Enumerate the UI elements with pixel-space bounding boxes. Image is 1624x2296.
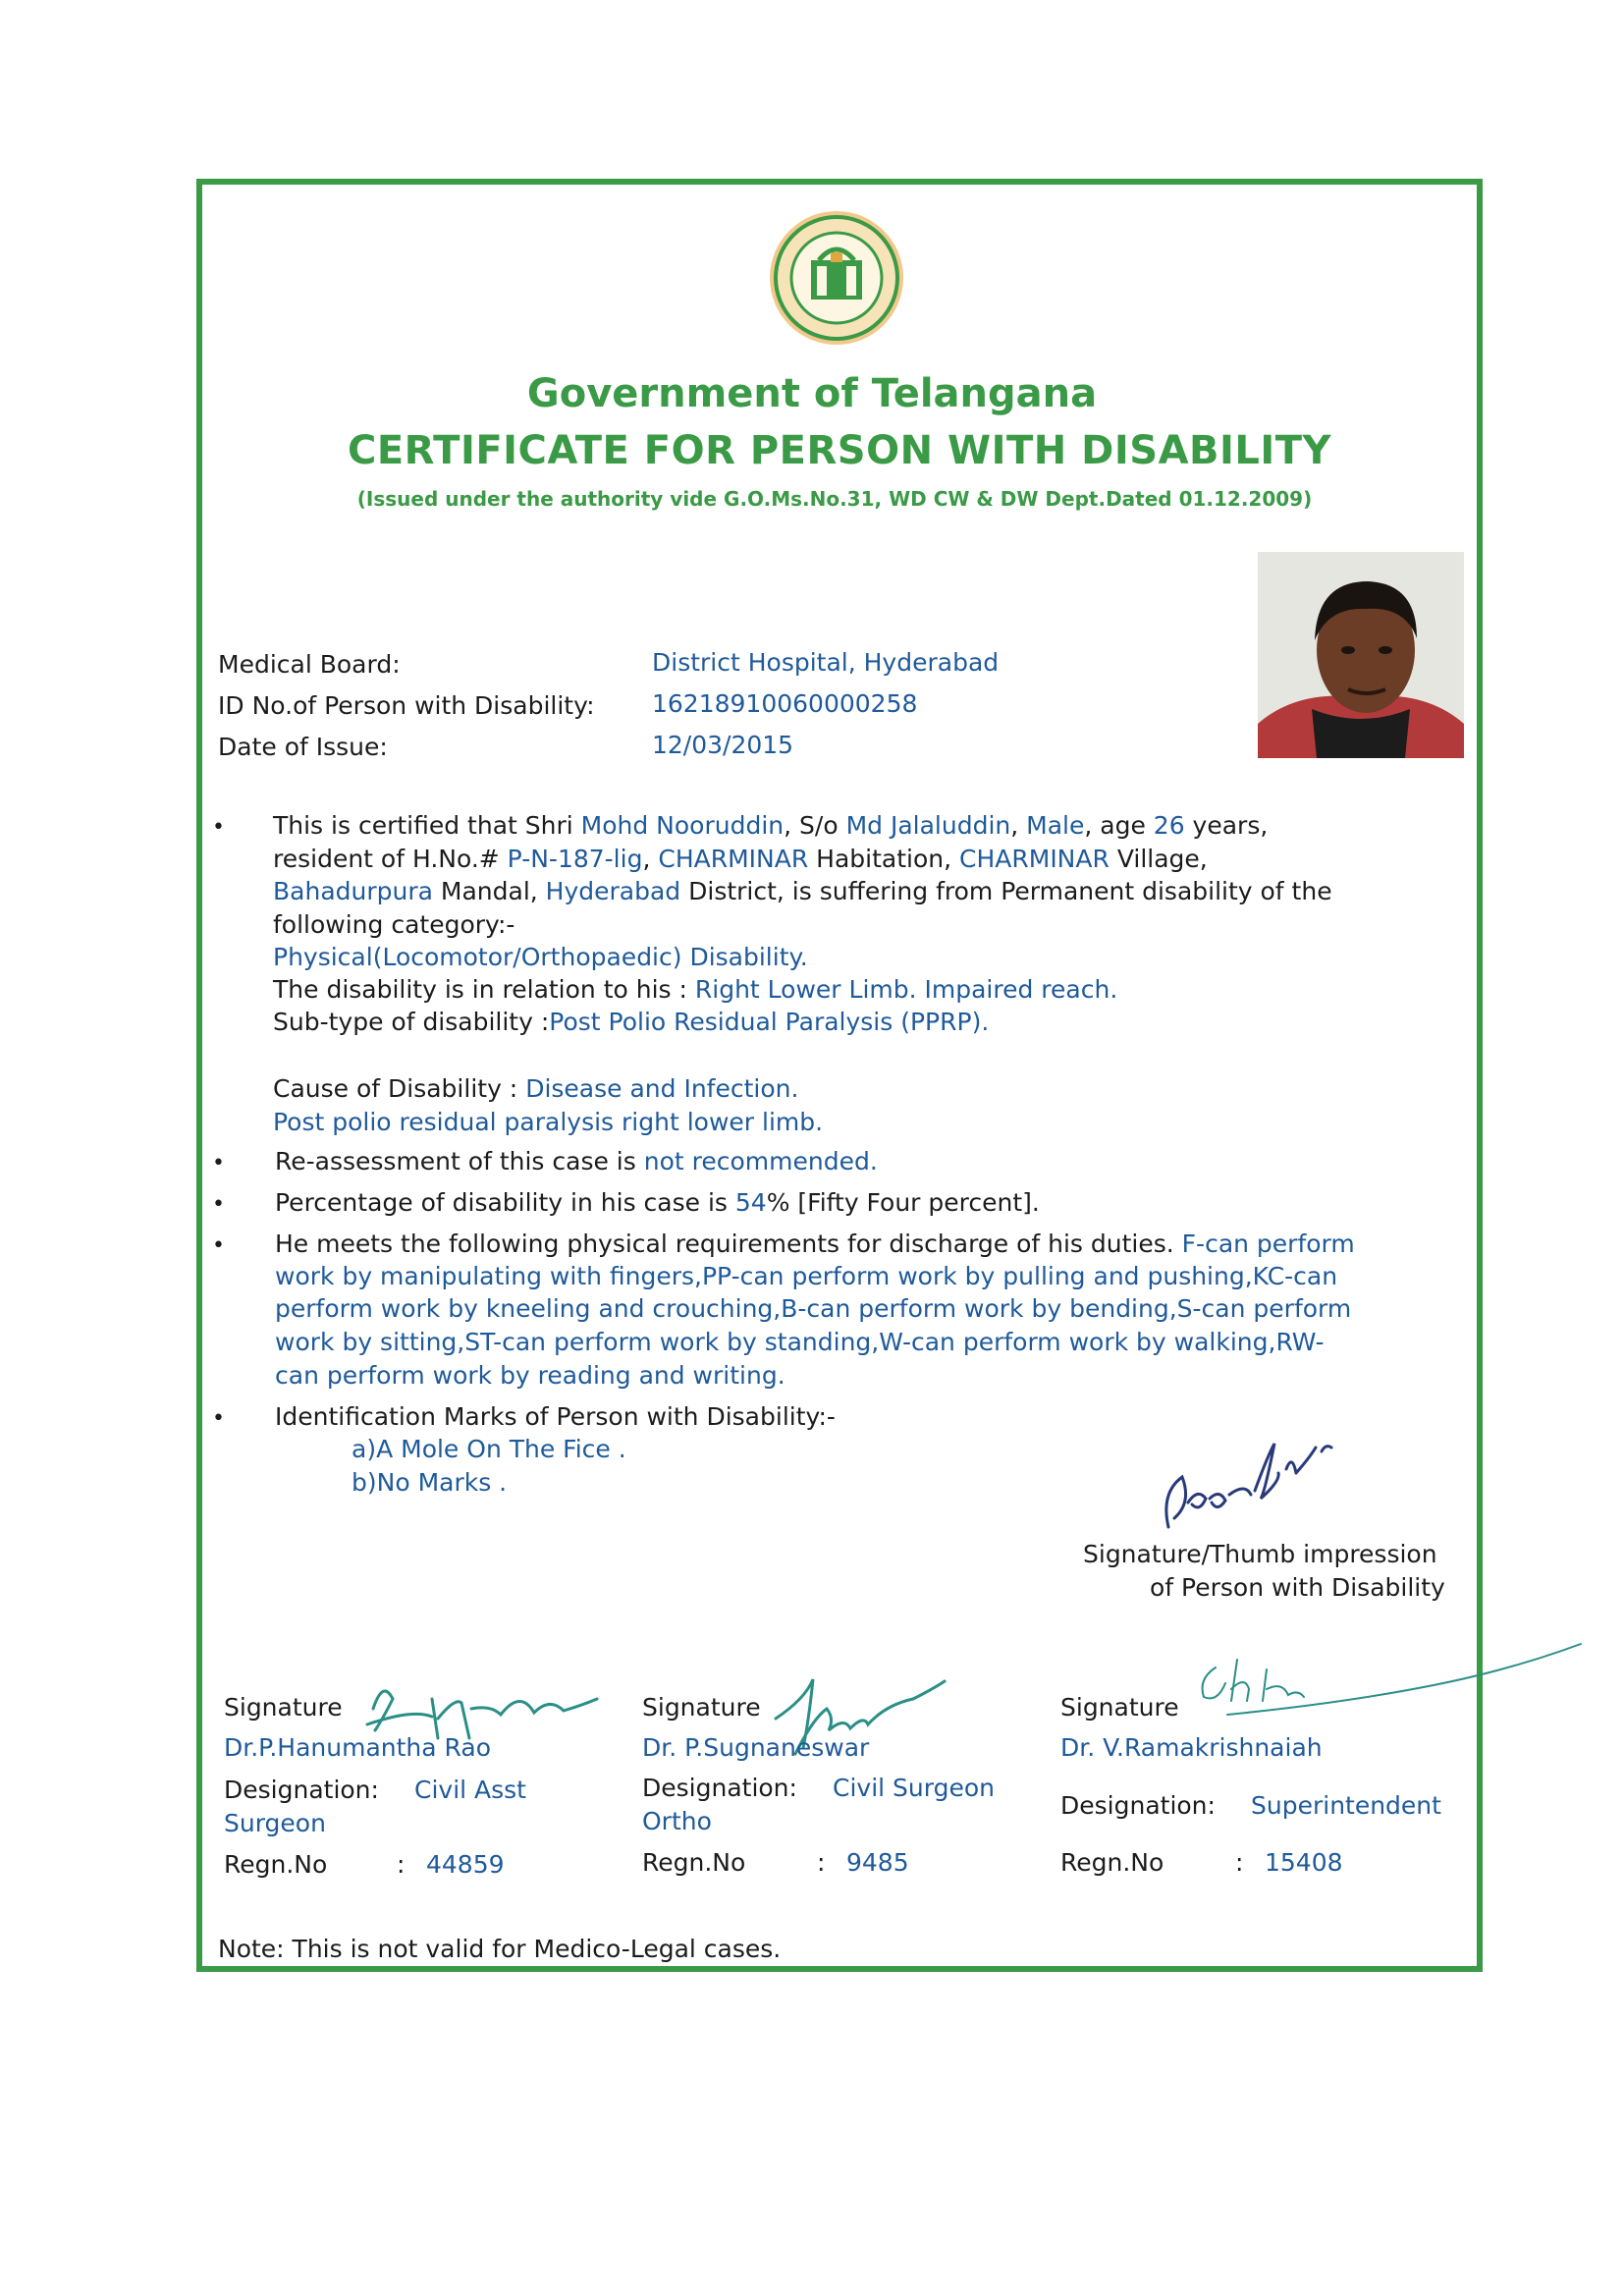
doctor-2-regn-label: Regn.No <box>642 1848 746 1877</box>
id-label: ID No.of Person with Disability: <box>218 691 595 720</box>
doctor-3-name: Dr. V.Ramakrishnaiah <box>1060 1733 1323 1762</box>
authority-line: (Issued under the authority vide G.O.Ms.No.31, WD CW & DW Dept.Dated 01.12.2009) <box>356 487 1313 511</box>
doctor-2-regn-value: 9485 <box>846 1848 909 1877</box>
government-title: Government of Telangana <box>526 371 1098 416</box>
identification-mark-b: b)No Marks . <box>352 1468 508 1497</box>
person-handwritten-signature <box>1149 1434 1345 1542</box>
doctor-2-signature-label: Signature <box>642 1693 761 1722</box>
relation-value: Right Lower Limb. Impaired reach. <box>694 975 1118 1004</box>
cause-value: Disease and Infection. <box>525 1074 799 1103</box>
requirements-line-4: work by sitting,ST-can perform work by standing,W-can perform work by walking,RW- <box>275 1328 1325 1356</box>
subtype-line: Sub-type of disability :Post Polio Residual Paralysis (PPRP). <box>273 1008 990 1036</box>
reassessment-line: Re-assessment of this case is not recommended. <box>275 1147 878 1175</box>
doctor-2-designation-2: Ortho <box>642 1807 712 1835</box>
doctor-3-regn-label: Regn.No <box>1060 1848 1164 1877</box>
doctor-1-regn-label: Regn.No <box>224 1850 328 1879</box>
percentage-line: Percentage of disability in his case is 54% [Fifty Four percent]. <box>275 1188 1040 1217</box>
doctor-1-signature-label: Signature <box>224 1693 343 1722</box>
requirements-line-2: work by manipulating with fingers,PP-can perform work by pulling and pushing,KC-can <box>275 1262 1338 1290</box>
doctor-1-designation: Civil Asst <box>414 1776 526 1804</box>
subtype-value: Post Polio Residual Paralysis (PPRP). <box>549 1008 990 1036</box>
bullet: • <box>212 1233 225 1258</box>
certify-line-3: Bahadurpura Mandal, Hyderabad District, is suffering from Permanent disability of the <box>273 877 1332 905</box>
relation-line: The disability is in relation to his : Right Lower Limb. Impaired reach. <box>273 975 1118 1004</box>
person-signature-label-2: of Person with Disability <box>1150 1573 1445 1602</box>
doctor-2-regn-separator: : <box>817 1848 826 1877</box>
father-name: Md Jalaluddin <box>845 811 1011 840</box>
person-photo <box>1258 552 1464 758</box>
doctor-3-handwritten-signature <box>1188 1620 1600 1738</box>
doctor-2-designation-label: Designation: <box>642 1774 797 1802</box>
certify-line-4: following category:- <box>273 910 515 939</box>
doctor-3-signature-label: Signature <box>1060 1693 1179 1722</box>
doctor-3-regn-separator: : <box>1235 1848 1244 1877</box>
identification-marks-label: Identification Marks of Person with Disability:- <box>275 1402 836 1431</box>
person-name: Mohd Nooruddin <box>580 811 785 840</box>
percentage-value: 54 <box>734 1188 767 1217</box>
identification-mark-a: a)A Mole On The Fice . <box>352 1435 626 1463</box>
mandal: Bahadurpura <box>273 877 433 905</box>
bullet: • <box>212 1192 225 1217</box>
certify-line-1: This is certified that Shri Mohd Nooruddin, S/o Md Jalaluddin, Male, age 26 years, <box>273 811 1269 840</box>
doctor-1-regn-value: 44859 <box>426 1850 505 1879</box>
id-value: 16218910060000258 <box>652 689 918 718</box>
date-value: 12/03/2015 <box>652 731 794 759</box>
house-number: P-N-187-lig <box>507 845 643 873</box>
gender: Male <box>1026 811 1085 840</box>
validity-note: Note: This is not valid for Medico-Legal cases. <box>218 1935 782 1963</box>
doctor-1-designation-2: Surgeon <box>224 1809 326 1837</box>
requirements-line-5: can perform work by reading and writing. <box>275 1361 785 1390</box>
district: Hyderabad <box>545 877 681 905</box>
disability-category: Physical(Locomotor/Orthopaedic) Disability. <box>273 943 808 971</box>
doctor-2-designation: Civil Surgeon <box>833 1774 995 1802</box>
village: CHARMINAR <box>959 845 1110 873</box>
requirements-line-3: perform work by kneeling and crouching,B-can perform work by bending,S-can perform <box>275 1294 1352 1323</box>
bullet: • <box>212 815 225 840</box>
cause-detail: Post polio residual paralysis right lower limb. <box>273 1108 824 1136</box>
certify-line-2: resident of H.No.# P-N-187-lig, CHARMINAR Habitation, CHARMINAR Village, <box>273 845 1208 873</box>
person-signature-label-1: Signature/Thumb impression <box>1083 1540 1437 1568</box>
doctor-3-designation: Superintendent <box>1251 1791 1441 1820</box>
cause-line: Cause of Disability : Disease and Infection. <box>273 1074 799 1103</box>
doctor-3-designation-label: Designation: <box>1060 1791 1216 1820</box>
doctor-2-name: Dr. P.Sugnaneswar <box>642 1733 870 1762</box>
doctor-3-regn-value: 15408 <box>1265 1848 1343 1877</box>
bullet: • <box>212 1151 225 1175</box>
habitation: CHARMINAR <box>658 845 809 873</box>
age: 26 <box>1153 811 1185 840</box>
requirements-line-1: He meets the following physical requirements for discharge of his duties. F-can perform <box>275 1230 1355 1258</box>
date-label: Date of Issue: <box>218 733 388 761</box>
medical-board-value: District Hospital, Hyderabad <box>652 648 1000 677</box>
medical-board-label: Medical Board: <box>218 650 401 679</box>
telangana-emblem-icon <box>768 209 905 347</box>
certificate-title: CERTIFICATE FOR PERSON WITH DISABILITY <box>347 428 1332 473</box>
doctor-1-regn-separator: : <box>397 1850 406 1879</box>
bullet: • <box>212 1406 225 1431</box>
doctor-1-name: Dr.P.Hanumantha Rao <box>224 1733 491 1762</box>
doctor-1-designation-label: Designation: <box>224 1776 379 1804</box>
reassessment-value: not recommended. <box>643 1147 878 1175</box>
